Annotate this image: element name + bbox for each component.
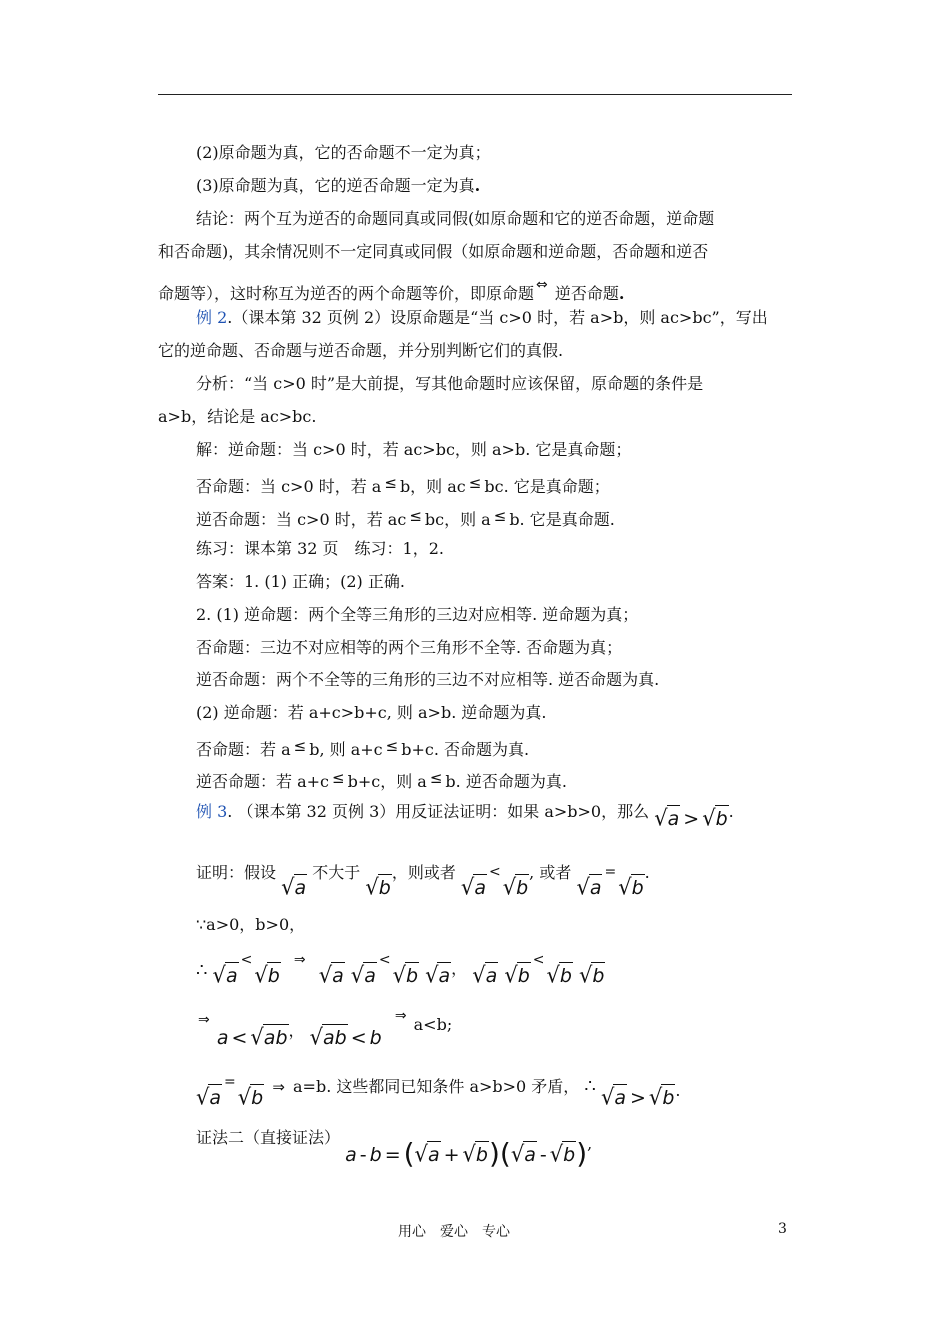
text-line: 分析：“当 c>0 时”是大前提，写其他命题时应该保留，原命题的条件是 xyxy=(196,374,704,393)
text-line: (3)原命题为真，它的逆否命题一定为真. xyxy=(196,176,481,195)
math-line: √a=√b ⇒ a=b. 这些都同已知条件 a>b>0 矛盾， ∴ √a > √b. xyxy=(196,1074,681,1110)
text-line: 和否命题)，其余情况则不一定同真或同假（如原命题和逆命题，否命题和逆否 xyxy=(158,242,709,261)
text-line: (2)原命题为真，它的否命题不一定为真； xyxy=(196,143,491,162)
text-line: a>b，结论是 ac>bc. xyxy=(158,407,317,426)
text-line: 否命题：当 c>0 时，若 a ≤ b，则 ac ≤ bc. 它是真命题； xyxy=(196,474,610,496)
equivalence-symbol: ⇔ xyxy=(536,277,548,293)
text-line: 命题等），这时称互为逆否的两个命题等价，即原命题 ⇔ 逆否命题. xyxy=(158,277,625,303)
example-label: 例 3 xyxy=(196,802,228,821)
text-line: 练习：课本第 32 页 练习：1，2. xyxy=(196,539,444,558)
text-line: 逆否命题：两个不全等的三角形的三边不对应相等. 逆否命题为真. xyxy=(196,670,660,689)
math-inequality: √a > √b xyxy=(654,805,728,831)
text-line: 例 2.（课本第 32 页例 2）设原命题是“当 c>0 时，若 a>b，则 ac>bc”，写出 xyxy=(196,308,768,327)
text-line: 2. (1) 逆命题：两个全等三角形的三边对应相等. 逆命题为真； xyxy=(196,605,639,624)
page-number: 3 xyxy=(778,1221,787,1237)
math-line: ∴ √a<√b ⇒ √a √a<√b √a， √a √b<√b √b xyxy=(196,952,605,988)
example-label: 例 2 xyxy=(196,308,228,327)
text-line: 证明：假设 √a 不大于 √b，则或者 √a<√b, 或者 √a=√b. xyxy=(196,863,650,900)
text-line: 否命题：若 a ≤ b, 则 a+c ≤ b+c. 否命题为真. xyxy=(196,737,530,759)
text-line: 解：逆命题：当 c>0 时，若 ac>bc，则 a>b. 它是真命题； xyxy=(196,440,632,459)
text-line: 逆否命题：当 c>0 时，若 ac ≤ bc，则 a ≤ b. 它是真命题. xyxy=(196,507,615,529)
text-line: 否命题：三边不对应相等的两个三角形不全等. 否命题为真； xyxy=(196,638,623,657)
text-line: 逆否命题：若 a+c ≤ b+c，则 a ≤ b. 逆否命题为真. xyxy=(196,769,567,791)
text-line: ∵a>0，b>0， xyxy=(196,915,306,934)
footer-text: 用心 爱心 专心 xyxy=(398,1224,510,1240)
text-line: 结论：两个互为逆否的命题同真或同假(如原命题和它的逆否命题，逆命题 xyxy=(196,209,715,228)
text-line: 答案：1. (1) 正确；(2) 正确. xyxy=(196,572,405,591)
text-line: 例 3. （课本第 32 页例 3）用反证法证明：如果 a>b>0，那么 √a > √b. xyxy=(196,802,734,831)
text-line: 它的逆命题、否命题与逆否命题，并分别判断它们的真假. xyxy=(158,341,564,360)
math-line: 证法二（直接证法） a - b = (√a + √b)(√a - √b), xyxy=(196,1128,593,1170)
math-line: ⇒ a < √ab， √ab < b ⇒ a<b; xyxy=(198,1008,453,1050)
header-rule xyxy=(158,94,792,95)
text-line: (2) 逆命题：若 a+c>b+c, 则 a>b. 逆命题为真. xyxy=(196,703,547,722)
